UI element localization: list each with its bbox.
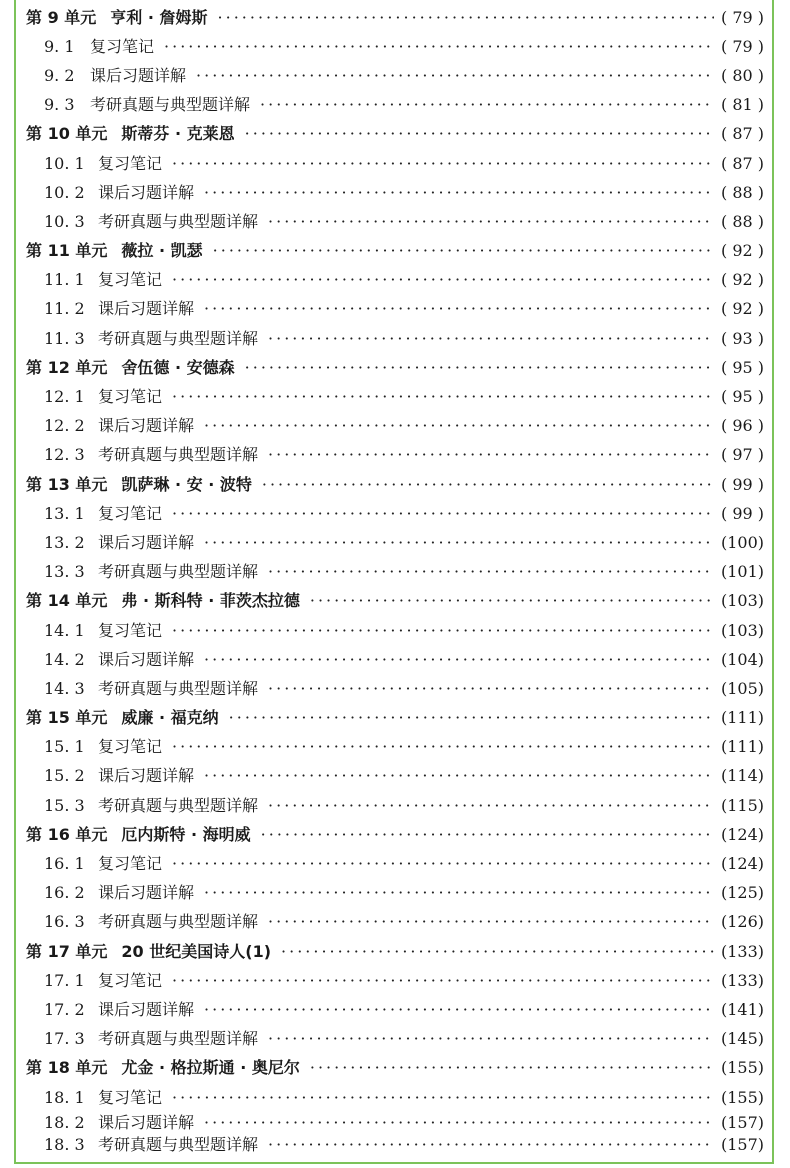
- section-title: 课后习题详解: [98, 766, 195, 786]
- dot-leader: [268, 796, 714, 816]
- section-heading: [44, 183, 194, 203]
- toc-section-row[interactable]: [26, 645, 764, 674]
- toc-section-row[interactable]: [26, 266, 764, 295]
- dot-leader: [204, 416, 714, 436]
- page-number: (157): [720, 1113, 764, 1133]
- toc-section-row[interactable]: [26, 149, 764, 178]
- toc-unit-row[interactable]: [26, 1054, 764, 1083]
- dot-leader: [204, 1113, 714, 1133]
- unit-number: 第 11 单元: [26, 241, 108, 261]
- unit-title: 弗 · 斯科特 · 菲茨杰拉德: [121, 591, 300, 611]
- unit-heading: [26, 8, 208, 28]
- unit-number: 第 17 单元: [26, 941, 108, 961]
- dot-leader: [204, 533, 714, 553]
- section-number: 17. 2: [44, 999, 85, 1019]
- toc-unit-row[interactable]: [26, 120, 764, 149]
- section-title: 复习笔记: [98, 503, 163, 523]
- page-number: (115): [720, 795, 764, 815]
- dot-leader: [172, 621, 714, 641]
- page-number: ( 97 ): [720, 445, 764, 465]
- section-number: 10. 1: [44, 153, 85, 173]
- unit-title: 厄内斯特 · 海明威: [121, 824, 251, 844]
- section-heading: [44, 154, 162, 174]
- section-title: 课后习题详解: [98, 883, 195, 903]
- dot-leader: [204, 766, 714, 786]
- dot-leader: [229, 708, 714, 728]
- section-heading: [44, 766, 194, 786]
- section-number: 16. 2: [44, 883, 85, 903]
- section-title: 复习笔记: [98, 854, 163, 874]
- toc-unit-row[interactable]: [26, 937, 764, 966]
- section-heading: [44, 621, 162, 641]
- toc-unit-row[interactable]: [26, 820, 764, 849]
- page-number: ( 80 ): [720, 65, 764, 85]
- dot-leader: [261, 825, 714, 845]
- unit-number: 第 13 单元: [26, 474, 108, 494]
- page-number: ( 81 ): [720, 95, 764, 115]
- section-title: 课后习题详解: [98, 1113, 195, 1133]
- toc-section-row[interactable]: [26, 295, 764, 324]
- toc-section-row[interactable]: [26, 32, 764, 61]
- section-heading: [44, 416, 194, 436]
- unit-title: 斯蒂芬 · 克莱恩: [121, 124, 235, 144]
- toc-section-row[interactable]: [26, 908, 764, 937]
- toc-section-row[interactable]: [26, 441, 764, 470]
- dot-leader: [204, 1000, 714, 1020]
- toc-section-row[interactable]: [26, 382, 764, 411]
- toc-section-row[interactable]: [26, 1083, 764, 1112]
- section-heading: [44, 650, 194, 670]
- page-number: (124): [720, 824, 764, 844]
- section-title: 课后习题详解: [98, 182, 195, 202]
- section-title: 考研真题与典型题详解: [98, 211, 259, 231]
- section-number: 11. 1: [44, 270, 85, 290]
- dot-leader: [268, 445, 714, 465]
- section-title: 考研真题与典型题详解: [98, 1029, 259, 1049]
- page-number: (141): [720, 999, 764, 1019]
- section-number: 10. 2: [44, 182, 85, 202]
- section-heading: [44, 299, 194, 319]
- section-title: 考研真题与典型题详解: [98, 445, 259, 465]
- toc-section-row[interactable]: [26, 733, 764, 762]
- dot-leader: [204, 883, 714, 903]
- section-title: 考研真题与典型题详解: [98, 328, 259, 348]
- page-number: ( 79 ): [720, 36, 764, 56]
- page-number: (124): [720, 854, 764, 874]
- section-heading: [44, 1113, 194, 1133]
- unit-number: 第 14 单元: [26, 591, 108, 611]
- page-number: (133): [720, 941, 764, 961]
- section-title: 考研真题与典型题详解: [98, 795, 259, 815]
- section-number: 11. 3: [44, 328, 85, 348]
- unit-title: 凯萨琳 · 安 · 波特: [121, 474, 252, 494]
- section-number: 16. 3: [44, 912, 85, 932]
- page-number: ( 99 ): [720, 503, 764, 523]
- section-title: 考研真题与典型题详解: [98, 562, 259, 582]
- unit-number: 第 9 单元: [26, 7, 97, 27]
- section-title: 复习笔记: [98, 387, 163, 407]
- section-number: 13. 3: [44, 562, 85, 582]
- section-number: 9. 1: [44, 36, 75, 56]
- dot-leader: [310, 1058, 714, 1078]
- page-number: ( 96 ): [720, 416, 764, 436]
- dot-leader: [172, 854, 714, 874]
- section-number: 18. 3: [44, 1135, 85, 1155]
- unit-title: 亨利 · 詹姆斯: [110, 7, 208, 27]
- unit-number: 第 16 单元: [26, 824, 108, 844]
- dot-leader: [204, 183, 714, 203]
- section-heading: [44, 95, 250, 115]
- section-heading: [44, 737, 162, 757]
- dot-leader: [172, 1088, 714, 1108]
- section-number: 17. 3: [44, 1029, 85, 1049]
- page-number: ( 95 ): [720, 357, 764, 377]
- section-title: 课后习题详解: [98, 416, 195, 436]
- toc-section-row[interactable]: [26, 966, 764, 995]
- dot-leader: [260, 95, 714, 115]
- dot-leader: [268, 912, 714, 932]
- page-number: (104): [720, 649, 764, 669]
- dot-leader: [268, 329, 714, 349]
- page-number: (155): [720, 1058, 764, 1078]
- section-heading: [44, 66, 186, 86]
- section-heading: [44, 270, 162, 290]
- page-number: (114): [720, 766, 764, 786]
- section-title: 复习笔记: [90, 36, 155, 56]
- section-title: 考研真题与典型题详解: [98, 912, 259, 932]
- page-number: ( 87 ): [720, 153, 764, 173]
- dot-leader: [172, 737, 714, 757]
- toc-section-row[interactable]: [26, 1134, 764, 1156]
- dot-leader: [204, 650, 714, 670]
- toc-section-row[interactable]: [26, 178, 764, 207]
- toc-section-row[interactable]: [26, 499, 764, 528]
- section-title: 复习笔记: [98, 1087, 163, 1107]
- section-number: 12. 1: [44, 387, 85, 407]
- toc-section-row[interactable]: [26, 207, 764, 236]
- page-number: (126): [720, 912, 764, 932]
- section-title: 课后习题详解: [98, 299, 195, 319]
- page-number: ( 87 ): [720, 124, 764, 144]
- unit-heading: [26, 708, 219, 728]
- section-heading: [44, 796, 258, 816]
- toc-unit-row[interactable]: [26, 237, 764, 266]
- section-title: 考研真题与典型题详解: [98, 678, 259, 698]
- unit-number: 第 18 单元: [26, 1058, 108, 1078]
- section-number: 14. 2: [44, 649, 85, 669]
- dot-leader: [196, 66, 714, 86]
- section-title: 课后习题详解: [98, 532, 195, 552]
- section-title: 复习笔记: [98, 270, 163, 290]
- section-heading: [44, 37, 154, 57]
- section-heading: [44, 562, 258, 582]
- unit-title: 尤金 · 格拉斯通 · 奥尼尔: [121, 1058, 300, 1078]
- table-of-contents: [26, 3, 764, 1156]
- page-number: ( 95 ): [720, 387, 764, 407]
- section-title: 复习笔记: [98, 620, 163, 640]
- toc-section-row[interactable]: [26, 61, 764, 90]
- page-number: (145): [720, 1029, 764, 1049]
- page-number: ( 93 ): [720, 328, 764, 348]
- section-heading: [44, 1135, 258, 1155]
- toc-section-row[interactable]: [26, 616, 764, 645]
- section-heading: [44, 883, 194, 903]
- section-heading: [44, 912, 258, 932]
- section-heading: [44, 445, 258, 465]
- section-number: 18. 2: [44, 1113, 85, 1133]
- toc-section-row[interactable]: [26, 324, 764, 353]
- section-number: 15. 3: [44, 795, 85, 815]
- section-title: 课后习题详解: [90, 65, 187, 85]
- page-number: ( 88 ): [720, 182, 764, 202]
- page-number: (111): [720, 737, 764, 757]
- unit-title: 舍伍德 · 安德森: [121, 357, 235, 377]
- toc-section-row[interactable]: [26, 1112, 764, 1134]
- toc-unit-row[interactable]: [26, 704, 764, 733]
- section-title: 考研真题与典型题详解: [98, 1135, 259, 1155]
- toc-section-row[interactable]: [26, 849, 764, 878]
- section-number: 15. 1: [44, 737, 85, 757]
- section-number: 17. 1: [44, 970, 85, 990]
- toc-section-row[interactable]: [26, 762, 764, 791]
- dot-leader: [268, 1029, 714, 1049]
- section-heading: [44, 212, 258, 232]
- unit-title: 威廉 · 福克纳: [121, 708, 219, 728]
- section-number: 9. 2: [44, 65, 75, 85]
- section-number: 16. 1: [44, 854, 85, 874]
- page-number: (100): [720, 532, 764, 552]
- dot-leader: [262, 475, 714, 495]
- section-title: 课后习题详解: [98, 649, 195, 669]
- toc-unit-row[interactable]: [26, 587, 764, 616]
- toc-unit-row[interactable]: [26, 470, 764, 499]
- section-heading: [44, 1000, 194, 1020]
- toc-section-row[interactable]: [26, 995, 764, 1024]
- dot-leader: [172, 270, 714, 290]
- page-number: (103): [720, 591, 764, 611]
- section-heading: [44, 504, 162, 524]
- toc-unit-row[interactable]: [26, 353, 764, 382]
- unit-number: 第 15 单元: [26, 708, 108, 728]
- unit-heading: [26, 1058, 300, 1078]
- section-number: 13. 2: [44, 532, 85, 552]
- unit-heading: [26, 942, 271, 962]
- page-number: (125): [720, 883, 764, 903]
- dot-leader: [172, 971, 714, 991]
- toc-section-row[interactable]: [26, 412, 764, 441]
- page-number: (103): [720, 620, 764, 640]
- unit-title: 薇拉 · 凯瑟: [121, 241, 203, 261]
- section-number: 12. 3: [44, 445, 85, 465]
- toc-section-row[interactable]: [26, 558, 764, 587]
- section-heading: [44, 387, 162, 407]
- dot-leader: [172, 154, 714, 174]
- dot-leader: [281, 942, 714, 962]
- section-title: 复习笔记: [98, 970, 163, 990]
- section-heading: [44, 971, 162, 991]
- section-number: 14. 3: [44, 678, 85, 698]
- dot-leader: [164, 37, 714, 57]
- section-heading: [44, 679, 258, 699]
- section-number: 18. 1: [44, 1087, 85, 1107]
- unit-title: 20 世纪美国诗人(1): [121, 941, 272, 961]
- section-number: 14. 1: [44, 620, 85, 640]
- unit-heading: [26, 475, 252, 495]
- page-number: ( 88 ): [720, 211, 764, 231]
- page-number: (155): [720, 1087, 764, 1107]
- page-number: (111): [720, 708, 764, 728]
- dot-leader: [172, 387, 714, 407]
- section-heading: [44, 1088, 162, 1108]
- section-title: 考研真题与典型题详解: [90, 95, 251, 115]
- unit-heading: [26, 358, 235, 378]
- page-number: (157): [720, 1135, 764, 1155]
- toc-section-row[interactable]: [26, 879, 764, 908]
- section-number: 9. 3: [44, 95, 75, 115]
- unit-heading: [26, 591, 300, 611]
- dot-leader: [213, 241, 714, 261]
- dot-leader: [218, 8, 714, 28]
- toc-unit-row[interactable]: [26, 3, 764, 32]
- dot-leader: [268, 1135, 714, 1155]
- dot-leader: [245, 358, 714, 378]
- unit-number: 第 10 单元: [26, 124, 108, 144]
- page-number: ( 92 ): [720, 241, 764, 261]
- section-number: 13. 1: [44, 503, 85, 523]
- section-heading: [44, 533, 194, 553]
- unit-heading: [26, 825, 251, 845]
- section-number: 10. 3: [44, 211, 85, 231]
- section-number: 12. 2: [44, 416, 85, 436]
- section-heading: [44, 1029, 258, 1049]
- section-heading: [44, 854, 162, 874]
- toc-section-row[interactable]: [26, 791, 764, 820]
- page-number: ( 92 ): [720, 270, 764, 290]
- section-number: 15. 2: [44, 766, 85, 786]
- section-number: 11. 2: [44, 299, 85, 319]
- toc-section-row[interactable]: [26, 528, 764, 557]
- page-number: (133): [720, 970, 764, 990]
- section-title: 复习笔记: [98, 737, 163, 757]
- page-number: (105): [720, 678, 764, 698]
- unit-number: 第 12 单元: [26, 357, 108, 377]
- dot-leader: [204, 299, 714, 319]
- section-heading: [44, 329, 258, 349]
- section-title: 复习笔记: [98, 153, 163, 173]
- dot-leader: [268, 679, 714, 699]
- dot-leader: [310, 591, 714, 611]
- toc-section-row[interactable]: [26, 91, 764, 120]
- page-number: ( 92 ): [720, 299, 764, 319]
- toc-section-row[interactable]: [26, 674, 764, 703]
- dot-leader: [268, 212, 714, 232]
- dot-leader: [172, 504, 714, 524]
- section-title: 课后习题详解: [98, 999, 195, 1019]
- page-number: ( 79 ): [720, 7, 764, 27]
- unit-heading: [26, 241, 203, 261]
- unit-heading: [26, 124, 235, 144]
- page-number: (101): [720, 562, 764, 582]
- dot-leader: [268, 562, 714, 582]
- page-number: ( 99 ): [720, 474, 764, 494]
- dot-leader: [245, 124, 714, 144]
- toc-section-row[interactable]: [26, 1025, 764, 1054]
